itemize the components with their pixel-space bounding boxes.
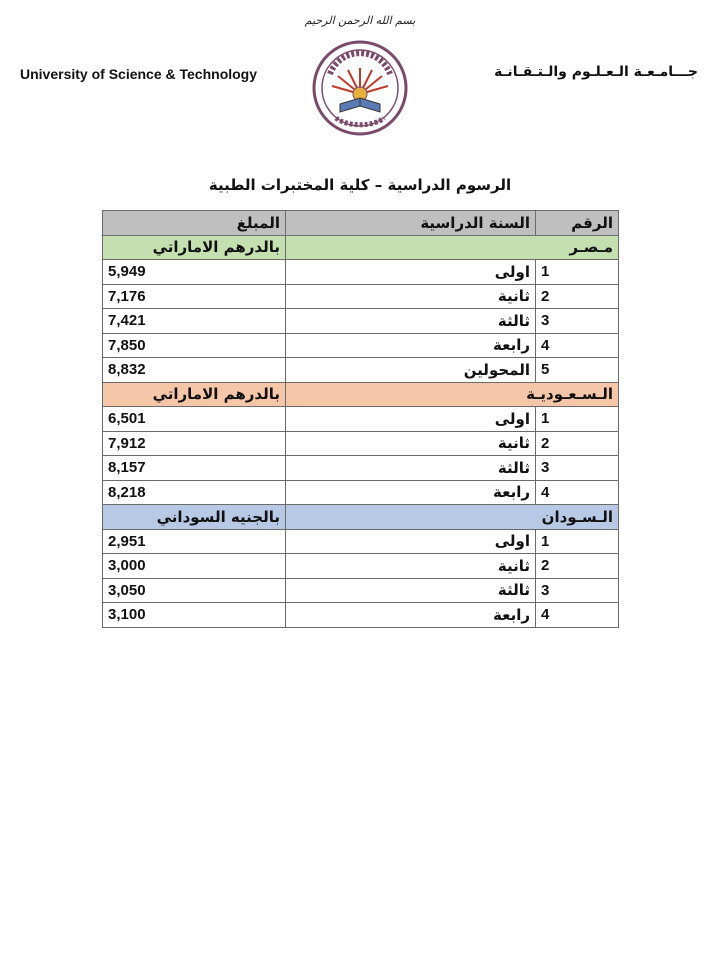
page-title: الرسوم الدراسية – كلية المختبرات الطبية [208, 176, 512, 194]
row-year: ثالثة [286, 309, 536, 334]
section-country: الـسـعـوديـة [286, 382, 619, 407]
header-number: الرقم [536, 211, 619, 236]
table-row [103, 431, 619, 456]
section-row-sudan [103, 505, 619, 530]
row-number: 1 [536, 407, 619, 432]
row-year: ثانية [286, 431, 536, 456]
row-year: رابعة [286, 333, 536, 358]
row-year: رابعة [286, 603, 536, 628]
table-row [103, 578, 619, 603]
row-year: اولى [286, 260, 536, 285]
row-amount: 3,000 [103, 554, 286, 579]
row-amount: 5,949 [103, 260, 286, 285]
section-currency: بالدرهم الاماراتي [103, 382, 286, 407]
row-amount: 7,421 [103, 309, 286, 334]
table-row [103, 284, 619, 309]
row-amount: 7,850 [103, 333, 286, 358]
row-number: 2 [536, 554, 619, 579]
row-number: 4 [536, 603, 619, 628]
section-country: الـسـودان [286, 505, 619, 530]
table-row [103, 333, 619, 358]
university-seal-icon [300, 38, 420, 138]
header-amount: المبلغ [103, 211, 286, 236]
row-amount: 3,100 [103, 603, 286, 628]
row-number: 4 [536, 333, 619, 358]
table-row [103, 603, 619, 628]
row-amount: 7,176 [103, 284, 286, 309]
table-row [103, 260, 619, 285]
table-row [103, 358, 619, 383]
section-currency: بالجنيه السوداني [103, 505, 286, 530]
row-number: 4 [536, 480, 619, 505]
row-year: ثالثة [286, 456, 536, 481]
section-country: مـصـر [286, 235, 619, 260]
header-year: السنة الدراسية [286, 211, 536, 236]
row-amount: 2,951 [103, 529, 286, 554]
section-currency: بالدرهم الاماراتي [103, 235, 286, 260]
table-row [103, 554, 619, 579]
row-number: 5 [536, 358, 619, 383]
row-year: اولى [286, 407, 536, 432]
table-row [103, 309, 619, 334]
basmala: بسم الله الرحمن الرحيم [304, 14, 416, 27]
row-year: ثانية [286, 284, 536, 309]
fees-table [102, 210, 619, 628]
row-number: 3 [536, 309, 619, 334]
row-number: 2 [536, 284, 619, 309]
row-number: 1 [536, 260, 619, 285]
row-amount: 8,832 [103, 358, 286, 383]
row-amount: 7,912 [103, 431, 286, 456]
table-row [103, 407, 619, 432]
row-number: 1 [536, 529, 619, 554]
row-year: ثانية [286, 554, 536, 579]
row-amount: 3,050 [103, 578, 286, 603]
row-amount: 6,501 [103, 407, 286, 432]
section-row-saudi [103, 382, 619, 407]
row-number: 3 [536, 578, 619, 603]
section-row-egypt [103, 235, 619, 260]
row-amount: 8,218 [103, 480, 286, 505]
row-year: اولى [286, 529, 536, 554]
row-number: 2 [536, 431, 619, 456]
table-row [103, 456, 619, 481]
table-row [103, 480, 619, 505]
row-amount: 8,157 [103, 456, 286, 481]
university-name-arabic: جـــامـعـة الـعـلـوم والـتـقـانـة [494, 64, 698, 80]
university-name-english: University of Science & Technology [20, 66, 258, 82]
row-number: 3 [536, 456, 619, 481]
row-year: رابعة [286, 480, 536, 505]
row-year: ثالثة [286, 578, 536, 603]
table-row [103, 529, 619, 554]
table-header-row [103, 211, 619, 236]
row-year: المحولين [286, 358, 536, 383]
